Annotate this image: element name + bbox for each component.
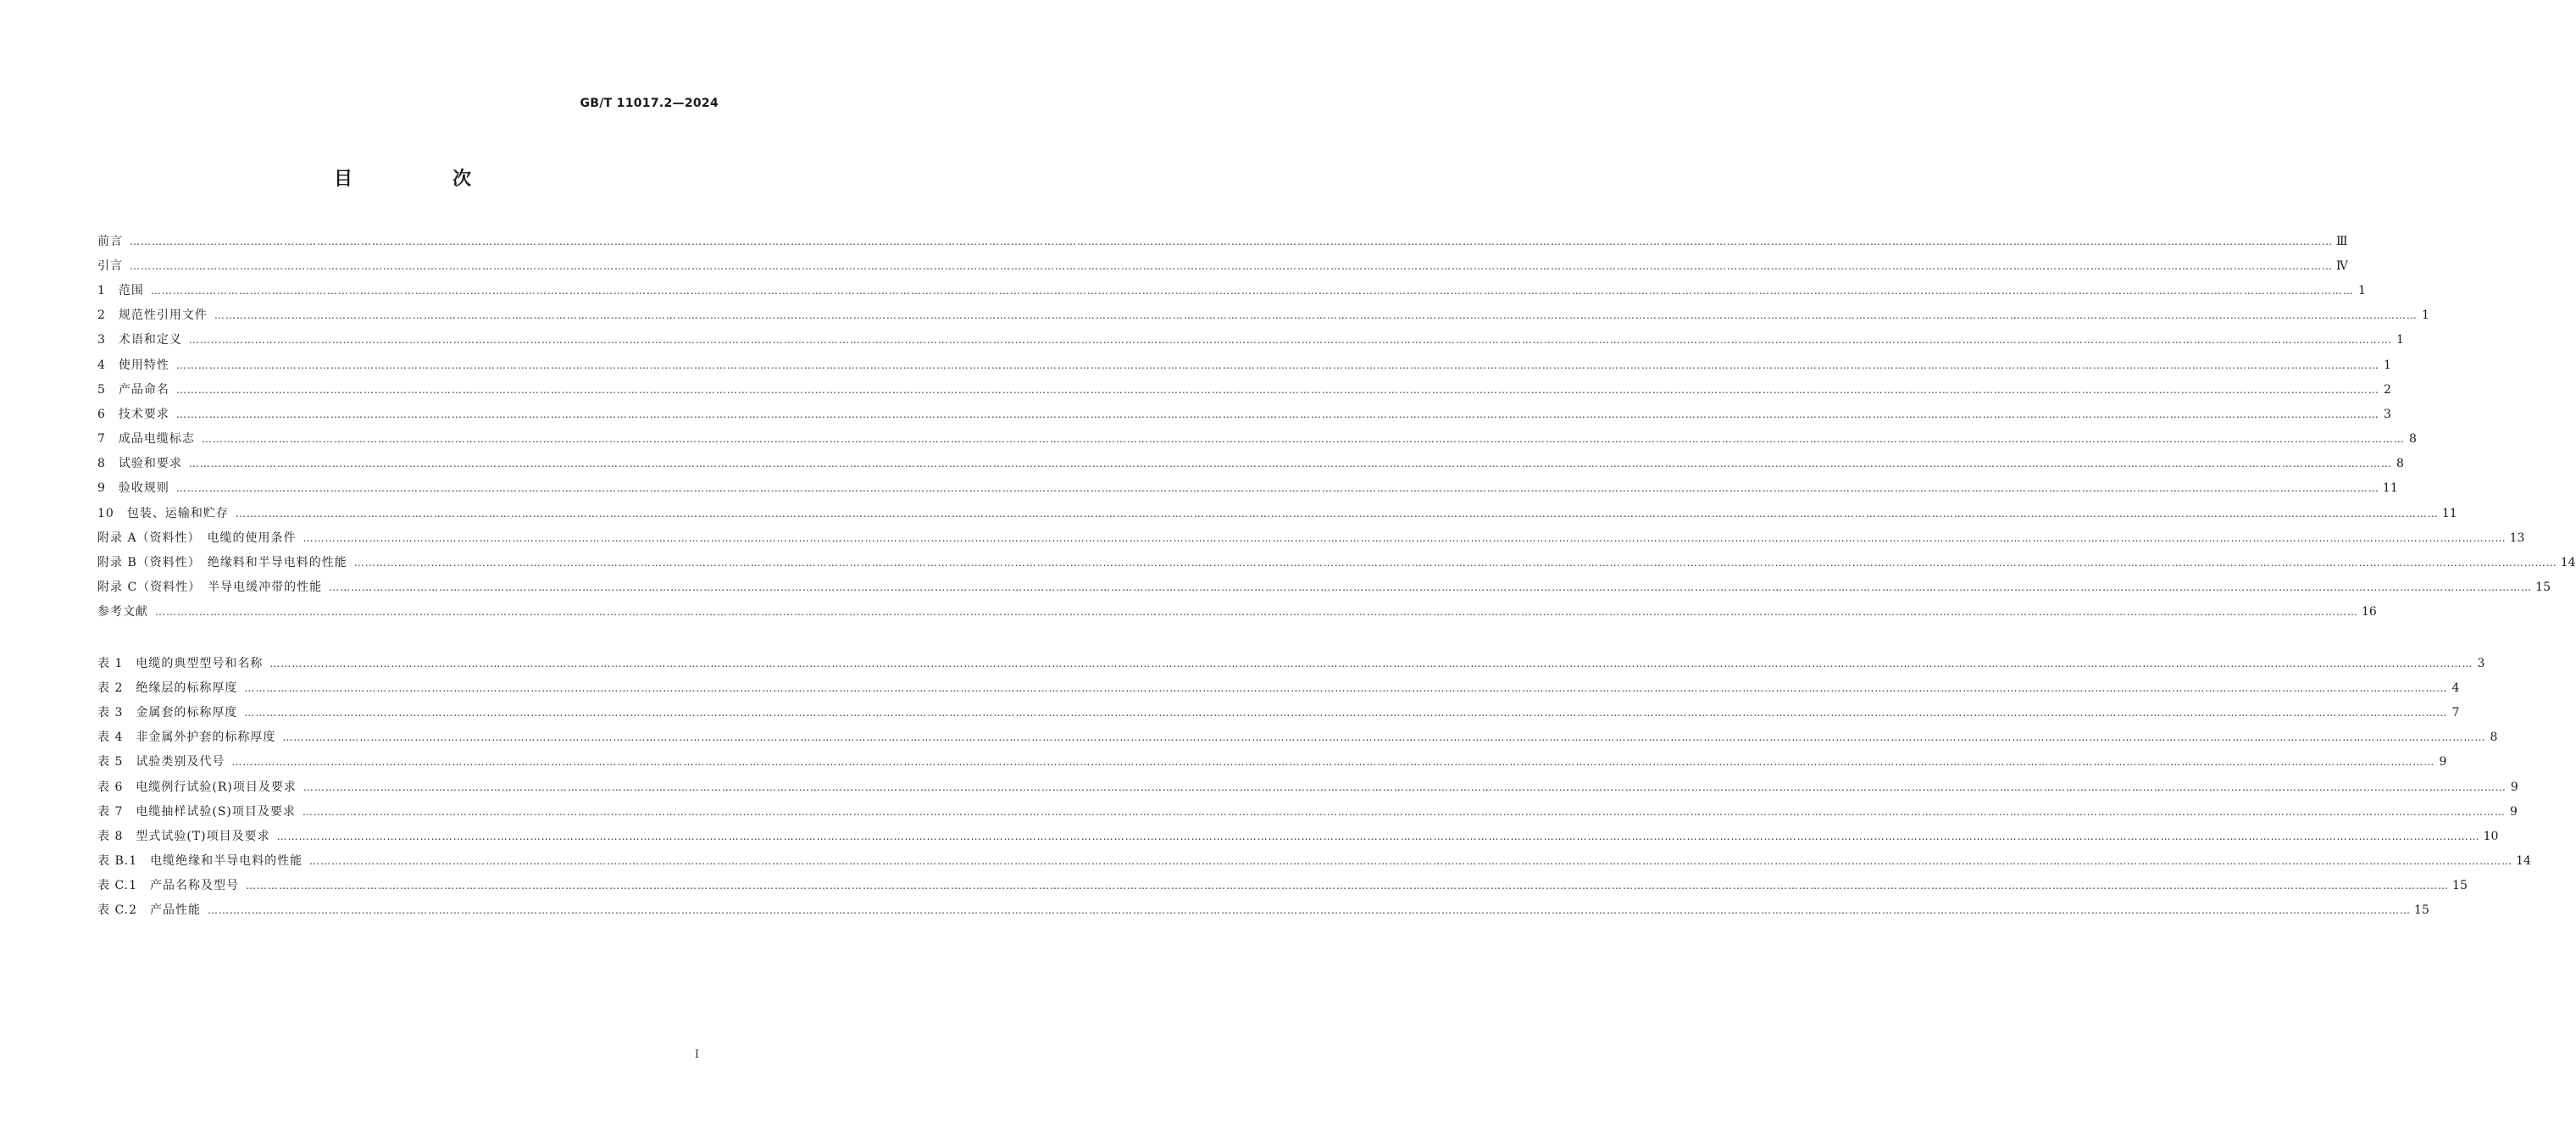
table-entry-page: 15 (2414, 903, 2429, 918)
table-entry[interactable] (97, 651, 2485, 675)
dot-leader: …………………………………………………………………………………………………………………………………………………………………………………………………………………………………………………………………………………………………………………………………………………………………………………………………………………………………………………………………………………………………………………………………………………… (276, 830, 2480, 842)
toc-entry-label: 附录 C（资料性） 半导电缓冲带的性能 (97, 581, 323, 595)
toc-entry[interactable] (97, 600, 2377, 625)
toc-entry-page: 1 (2396, 333, 2404, 347)
dot-leader: …………………………………………………………………………………………………………………………………………………………………………………………………………………………………………………………………………………………………………………………………………………………………………………………………………………………………………………………………………………………………………………………………………………… (269, 657, 2473, 670)
toc-entry-label: 4 使用特性 (97, 358, 169, 372)
dot-leader: …………………………………………………………………………………………………………………………………………………………………………………………………………………………………………………………………………………………………………………………………………………………………………………………………………………………………………………………………………………………………………………………………………………… (130, 235, 2333, 247)
toc-title: 目 次 (333, 169, 512, 190)
dot-leader: …………………………………………………………………………………………………………………………………………………………………………………………………………………………………………………………………………………………………………………………………………………………………………………………………………………………………………………………………………………………………………………………………………………… (201, 433, 2405, 446)
toc-entry-page: 8 (2396, 457, 2404, 471)
toc-entry-page: 11 (2441, 506, 2457, 520)
table-entry-page: 10 (2483, 829, 2499, 843)
dot-leader: …………………………………………………………………………………………………………………………………………………………………………………………………………………………………………………………………………………………………………………………………………………………………………………………………………………………………………………………………………………………………………………………………………………… (303, 781, 2507, 793)
dot-leader: …………………………………………………………………………………………………………………………………………………………………………………………………………………………………………………………………………………………………………………………………………………………………………………………………………………………………………………………………………………………………………………………………………………… (188, 458, 2392, 470)
table-entry[interactable] (97, 898, 2429, 923)
table-entry[interactable] (97, 700, 2460, 725)
toc-entry-page: 8 (2409, 432, 2417, 447)
dot-leader: …………………………………………………………………………………………………………………………………………………………………………………………………………………………………………………………………………………………………………………………………………………………………………………………………………………………………………………………………………………………………………………………………………………… (214, 309, 2418, 322)
dot-leader: …………………………………………………………………………………………………………………………………………………………………………………………………………………………………………………………………………………………………………………………………………………………………………………………………………………………………………………………………………………………………………………………………………………… (244, 681, 2448, 694)
toc-entry-label: 8 试验和要求 (97, 457, 182, 471)
table-entry-label: 表 5 试验类别及代号 (97, 755, 225, 770)
toc-entry-label: 附录 B（资料性） 绝缘料和半导电料的性能 (97, 556, 347, 570)
table-entry-label: 表 1 电缆的典型型号和名称 (97, 656, 264, 670)
toc-entry[interactable] (97, 377, 2391, 402)
table-entry-label: 表 6 电缆例行试验(R)项目及要求 (97, 780, 297, 794)
toc-entry-page: 3 (2384, 407, 2391, 421)
toc-entry[interactable] (97, 278, 2366, 303)
toc-entry-page: 14 (2560, 556, 2576, 570)
table-entry-page: 3 (2477, 656, 2485, 670)
table-entry[interactable] (97, 824, 2499, 848)
dot-leader: …………………………………………………………………………………………………………………………………………………………………………………………………………………………………………………………………………………………………………………………………………………………………………………………………………………………………………………………………………………………………………………………………………………… (246, 880, 2450, 892)
toc-entry[interactable] (97, 427, 2417, 452)
toc-entry[interactable] (97, 402, 2391, 426)
table-entry[interactable] (97, 725, 2498, 750)
toc-entry[interactable] (97, 303, 2429, 328)
dot-leader: …………………………………………………………………………………………………………………………………………………………………………………………………………………………………………………………………………………………………………………………………………………………………………………………………………………………………………………………………………………………………………………………………………………… (208, 904, 2412, 917)
toc-entry-label: 7 成品电缆标志 (97, 432, 195, 447)
toc-entry-label: 9 验收规则 (97, 481, 169, 496)
dot-leader: …………………………………………………………………………………………………………………………………………………………………………………………………………………………………………………………………………………………………………………………………………………………………………………………………………………………………………………………………………………………………………………………………………………… (175, 383, 2379, 396)
toc-entry-label: 2 规范性引用文件 (97, 308, 208, 323)
toc-entry-label: 1 范围 (97, 283, 144, 297)
toc-entry-page: Ⅳ (2336, 258, 2348, 273)
table-entry[interactable] (97, 874, 2468, 898)
toc-entry[interactable] (97, 476, 2398, 501)
table-entry-page: 14 (2516, 854, 2531, 869)
toc-entry[interactable] (97, 525, 2525, 550)
table-entry-page: 9 (2439, 755, 2447, 770)
toc-entry-page: 11 (2382, 481, 2398, 496)
table-entry-page: 7 (2451, 705, 2460, 720)
dot-leader: …………………………………………………………………………………………………………………………………………………………………………………………………………………………………………………………………………………………………………………………………………………………………………………………………………………………………………………………………………………………………………………………………………………… (282, 731, 2486, 744)
toc-entry[interactable] (97, 253, 2348, 278)
table-list (97, 651, 2531, 923)
toc-entry-label: 前言 (97, 234, 123, 248)
toc-entry-label: 10 包装、运输和贮存 (97, 506, 229, 520)
toc-entry[interactable] (97, 328, 2404, 353)
toc-entry-page: Ⅲ (2336, 234, 2348, 248)
dot-leader: …………………………………………………………………………………………………………………………………………………………………………………………………………………………………………………………………………………………………………………………………………………………………………………………………………………………………………………………………………………………………………………………………………………… (309, 855, 2513, 868)
toc-entry-label: 附录 A（资料性） 电缆的使用条件 (97, 531, 297, 545)
dot-leader: …………………………………………………………………………………………………………………………………………………………………………………………………………………………………………………………………………………………………………………………………………………………………………………………………………………………………………………………………………………………………………………………………………………… (244, 706, 2448, 719)
table-entry[interactable] (97, 775, 2518, 799)
toc-entry-page: 13 (2509, 531, 2525, 545)
toc-entry-label: 参考文献 (97, 605, 148, 620)
table-entry[interactable] (97, 675, 2460, 700)
toc-entry-page: 1 (2384, 358, 2391, 372)
table-entry-page: 9 (2510, 780, 2518, 794)
toc-entry[interactable] (97, 575, 2551, 600)
dot-leader: …………………………………………………………………………………………………………………………………………………………………………………………………………………………………………………………………………………………………………………………………………………………………………………………………………………………………………………………………………………………………………………………………………………… (175, 358, 2379, 371)
dot-leader: …………………………………………………………………………………………………………………………………………………………………………………………………………………………………………………………………………………………………………………………………………………………………………………………………………………………………………………………………………………………………………………………………………………… (130, 259, 2333, 272)
toc-entry-label: 5 产品命名 (97, 382, 169, 397)
table-entry[interactable] (97, 849, 2531, 874)
table-entry[interactable] (97, 750, 2447, 775)
table-entry-label: 表 8 型式试验(T)项目及要求 (97, 829, 270, 843)
table-entry-label: 表 2 绝缘层的标称厚度 (97, 681, 238, 695)
dot-leader: …………………………………………………………………………………………………………………………………………………………………………………………………………………………………………………………………………………………………………………………………………………………………………………………………………………………………………………………………………………………………………………………………………………… (175, 482, 2379, 495)
page-number: I (694, 1048, 699, 1061)
dot-leader: …………………………………………………………………………………………………………………………………………………………………………………………………………………………………………………………………………………………………………………………………………………………………………………………………………………………………………………………………………………………………………………………………………………… (302, 805, 2506, 818)
table-entry-label: 表 B.1 电缆绝缘和半导电料的性能 (97, 854, 303, 869)
toc-entry[interactable] (97, 501, 2457, 525)
toc-entry-label: 3 术语和定义 (97, 333, 182, 347)
dot-leader: …………………………………………………………………………………………………………………………………………………………………………………………………………………………………………………………………………………………………………………………………………………………………………………………………………………………………………………………………………………………………………………………………………………… (150, 284, 2354, 297)
dot-leader: …………………………………………………………………………………………………………………………………………………………………………………………………………………………………………………………………………………………………………………………………………………………………………………………………………………………………………………………………………………………………………………………………………………… (175, 408, 2379, 420)
toc-entry-page: 15 (2535, 581, 2551, 595)
table-entry-page: 9 (2509, 804, 2518, 819)
dot-leader: …………………………………………………………………………………………………………………………………………………………………………………………………………………………………………………………………………………………………………………………………………………………………………………………………………………………………………………………………………………………………………………………………………………… (303, 531, 2507, 544)
table-entry-label: 表 7 电缆抽样试验(S)项目及要求 (97, 804, 296, 819)
toc-entry-page: 1 (2422, 308, 2429, 323)
toc-entry[interactable] (97, 229, 2348, 253)
toc-entry-label: 6 技术要求 (97, 407, 169, 421)
toc-entry[interactable] (97, 452, 2404, 476)
dot-leader: …………………………………………………………………………………………………………………………………………………………………………………………………………………………………………………………………………………………………………………………………………………………………………………………………………………………………………………………………………………………………………………………………………………… (235, 507, 2439, 519)
dot-leader: …………………………………………………………………………………………………………………………………………………………………………………………………………………………………………………………………………………………………………………………………………………………………………………………………………………………………………………………………………………………………………………………………………………… (329, 581, 2533, 594)
dot-leader: …………………………………………………………………………………………………………………………………………………………………………………………………………………………………………………………………………………………………………………………………………………………………………………………………………………………………………………………………………………………………………………………………………………… (155, 606, 2358, 619)
dot-leader: …………………………………………………………………………………………………………………………………………………………………………………………………………………………………………………………………………………………………………………………………………………………………………………………………………………………………………………………………………………………………………………………………………………… (353, 557, 2557, 570)
table-entry-page: 15 (2452, 879, 2468, 893)
table-entry-page: 4 (2451, 681, 2460, 695)
dot-leader: …………………………………………………………………………………………………………………………………………………………………………………………………………………………………………………………………………………………………………………………………………………………………………………………………………………………………………………………………………………………………………………………………………………… (188, 334, 2392, 347)
standard-number: GB/T 11017.2—2024 (580, 97, 719, 110)
toc-entry-page: 2 (2384, 382, 2391, 397)
table-entry-page: 8 (2490, 731, 2498, 745)
toc-entry[interactable] (97, 353, 2391, 377)
toc-entry[interactable] (97, 550, 2576, 575)
table-entry-label: 表 C.2 产品性能 (97, 903, 202, 918)
toc-list (97, 229, 2576, 625)
dot-leader: …………………………………………………………………………………………………………………………………………………………………………………………………………………………………………………………………………………………………………………………………………………………………………………………………………………………………………………………………………………………………………………………………………………… (231, 756, 2435, 769)
toc-entry-page: 16 (2362, 605, 2377, 620)
toc-entry-label: 引言 (97, 258, 123, 273)
table-entry-label: 表 4 非金属外护套的标称厚度 (97, 731, 276, 745)
toc-entry-page: 1 (2358, 283, 2366, 297)
table-entry-label: 表 3 金属套的标称厚度 (97, 705, 238, 720)
table-entry[interactable] (97, 799, 2518, 824)
table-entry-label: 表 C.1 产品名称及型号 (97, 879, 240, 893)
